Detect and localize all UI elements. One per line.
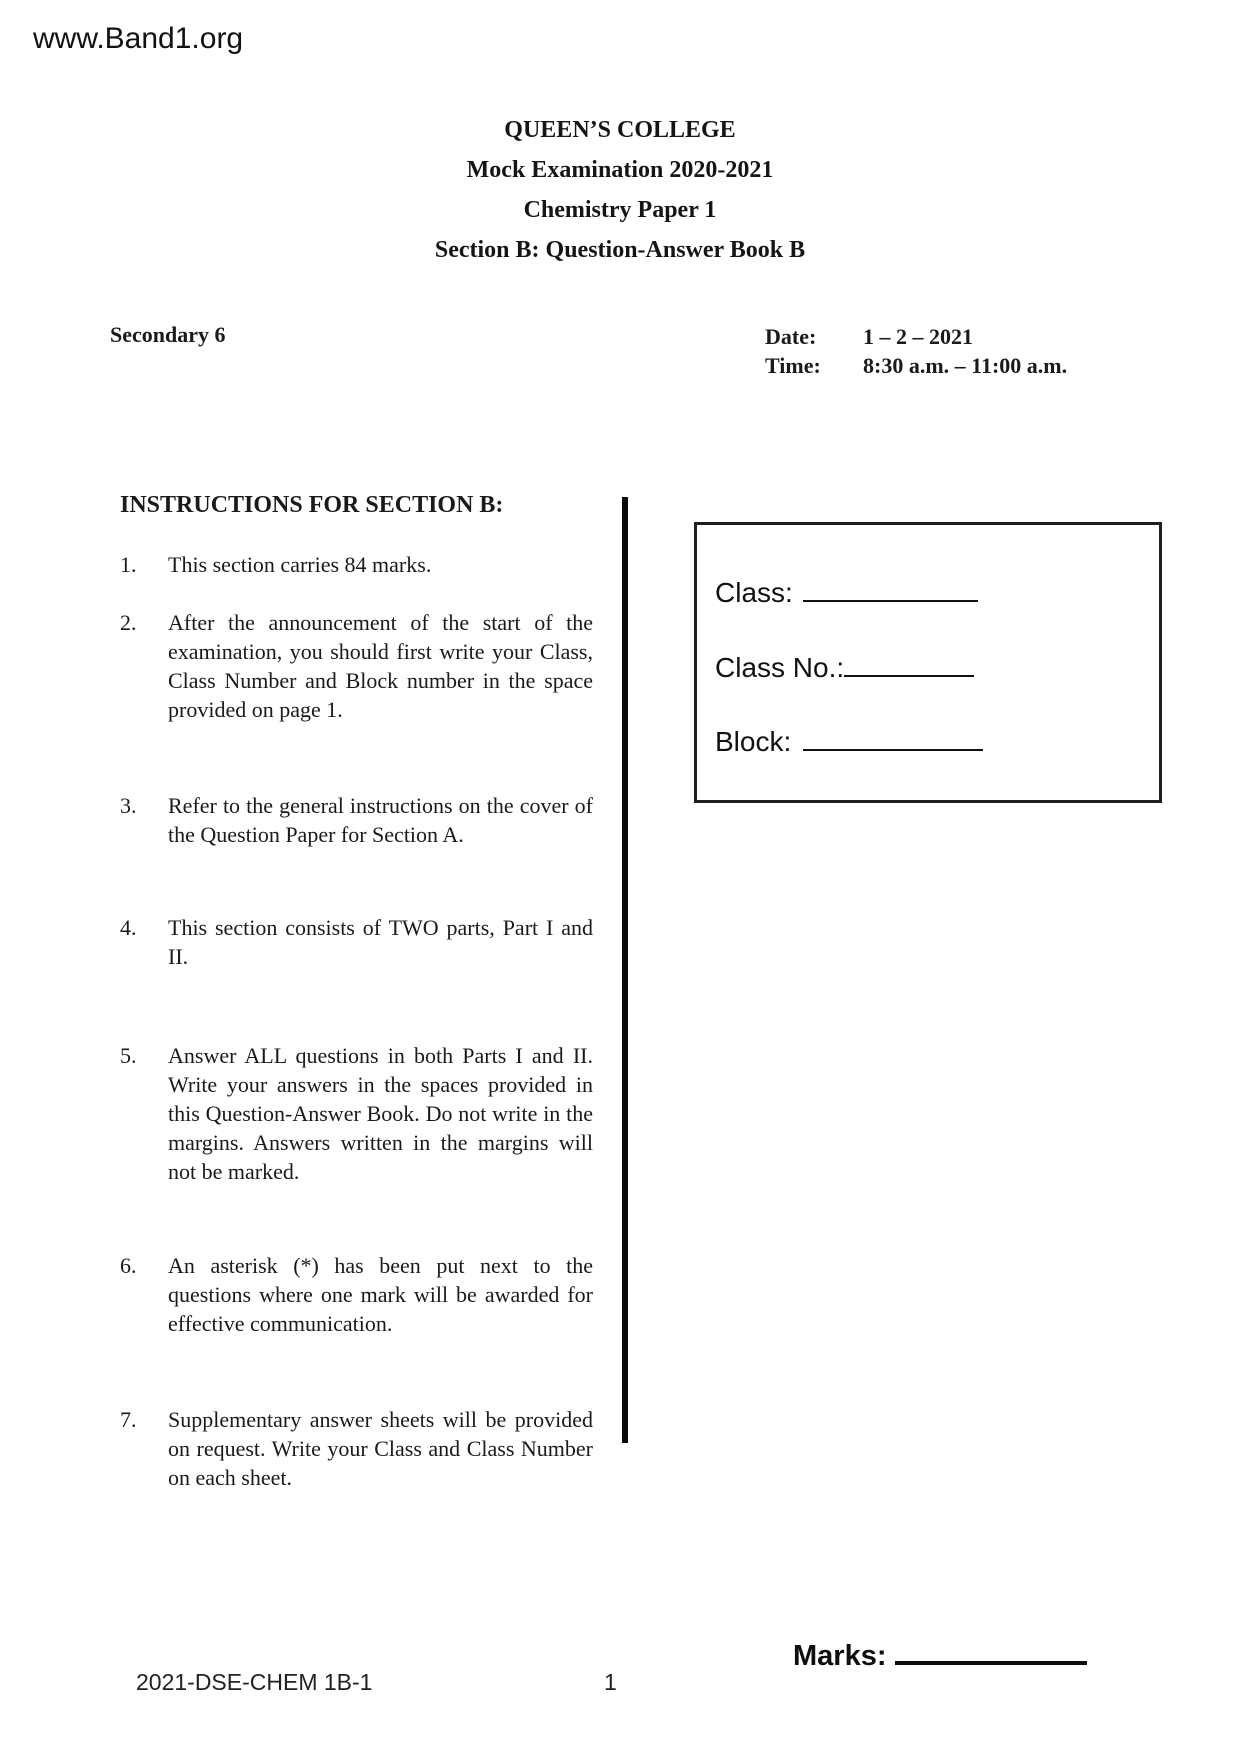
class-level: Secondary 6 [110, 322, 226, 347]
instructions-heading: INSTRUCTIONS FOR SECTION B: [120, 492, 504, 518]
instruction-number: 2. [120, 610, 137, 635]
class-field-blank-line [803, 569, 978, 602]
time-row [765, 351, 1067, 380]
school-name: QUEEN’S COLLEGE [504, 117, 736, 143]
instruction-item [120, 608, 593, 724]
exam-title: Mock Examination 2020-2021 [466, 157, 774, 183]
instruction-text: Answer ALL questions in both Parts I and II. Write your answers in the spaces provided in this Question-Answer Book. Do not write in the margins. Answers written in the margins will not be marked. [168, 1043, 593, 1184]
instruction-item [120, 1041, 593, 1186]
date-label: Date: [765, 324, 817, 349]
page-number: 1 [604, 1669, 617, 1695]
instruction-number: 1. [120, 552, 137, 577]
instruction-number: 3. [120, 793, 137, 818]
instruction-text: An asterisk (*) has been put next to the questions where one mark will be awarded for effective communication. [168, 1253, 593, 1336]
instruction-number: 5. [120, 1043, 137, 1068]
class-no-field-blank-line [844, 644, 974, 677]
instruction-item [120, 1405, 593, 1492]
block-field-blank-line [803, 718, 983, 751]
instruction-number: 6. [120, 1253, 137, 1278]
watermark-text: www.Band1.org [33, 22, 244, 55]
instruction-item [120, 550, 593, 579]
date-value: 1 – 2 – 2021 [863, 324, 973, 349]
block-field [715, 718, 983, 758]
instruction-item [120, 1251, 593, 1338]
section-title: Section B: Question-Answer Book B [434, 237, 806, 263]
time-value: 8:30 a.m. – 11:00 a.m. [863, 353, 1068, 378]
instruction-number: 4. [120, 915, 137, 940]
marks-field [793, 1632, 1087, 1673]
date-time-block [765, 322, 1067, 380]
title-block [0, 110, 1240, 270]
class-field-label: Class: [715, 576, 793, 608]
paper-code: 2021-DSE-CHEM 1B-1 [136, 1669, 373, 1695]
instruction-number: 7. [120, 1407, 137, 1432]
class-field [715, 569, 978, 609]
instruction-text: Refer to the general instructions on the cover of the Question Paper for Section A. [168, 793, 593, 847]
paper-title: Chemistry Paper 1 [523, 197, 717, 223]
marks-blank-line [895, 1632, 1087, 1665]
instruction-item [120, 791, 593, 849]
class-no-field [715, 644, 974, 684]
time-label: Time: [765, 353, 821, 378]
block-field-label: Block: [715, 725, 792, 757]
instruction-text: Supplementary answer sheets will be provided on request. Write your Class and Class Number on each sheet. [168, 1407, 593, 1490]
instruction-item [120, 913, 593, 971]
section-divider-bar [622, 497, 628, 1443]
marks-label: Marks: [793, 1640, 887, 1672]
instruction-text: This section consists of TWO parts, Part I and II. [168, 915, 593, 969]
student-info-box [694, 522, 1162, 803]
instruction-text: After the announcement of the start of the examination, you should first write your Class, Class Number and Block number in the space provided on page 1. [168, 610, 593, 722]
instruction-text: This section carries 84 marks. [168, 552, 432, 577]
date-row [765, 322, 1067, 351]
class-no-field-label: Class No.: [715, 651, 845, 683]
